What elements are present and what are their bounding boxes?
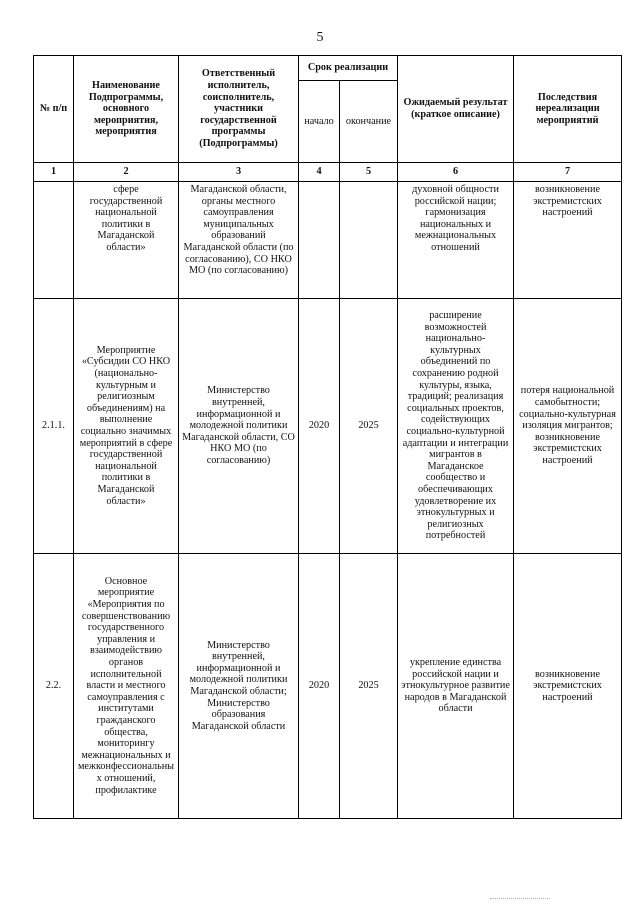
column-number: 6 [398,163,514,182]
row-consequences: потеря национальной самобытности; социально-культурная изоляция мигрантов; возникновение экстремистских настроений [514,299,622,554]
row-responsible: Магаданской области, органы местного самоуправления муниципальных образований Магаданской области (по согласованию), СО НКО МО (по согласованию) [179,182,299,299]
column-number: 1 [34,163,74,182]
row-end: 2025 [340,554,398,819]
row-name: Мероприятие «Субсидии СО НКО (национально-культурным и религиозным объединениям) на выполнение социально значимых мероприятий в сфере государственной национальной политики в Магаданской области» [74,299,179,554]
header-result: Ожидаемый результат (краткое описание) [398,56,514,163]
column-number-row [34,163,622,182]
row-num: 2.1.1. [34,299,74,554]
column-number: 2 [74,163,179,182]
row-result: духовной общности российской нации; гармонизация национальных и межнациональных отношений [398,182,514,299]
header-consequences: Последствия нереализации мероприятий [514,56,622,163]
row-start: 2020 [299,299,340,554]
program-table [33,55,622,819]
row-name: сфере государственной национальной политики в Магаданской области» [74,182,179,299]
page-number: 5 [316,30,324,45]
header-start: начало [299,81,340,163]
row-result: укрепление единства российской нации и этнокультурное развитие народов в Магаданской области [398,554,514,819]
row-num: 2.2. [34,554,74,819]
row-start: 2020 [299,554,340,819]
row-name: Основное мероприятие «Мероприятия по совершенствованию государственного управления и взаимодействию органов исполнительной власти и местного самоуправления с институтами гражданского общества, мониторингу межнациональных и межконфессиональных отношений, профилактике [74,554,179,819]
column-number: 3 [179,163,299,182]
row-num [34,182,74,299]
row-result: расширение возможностей национально-культурных объединений по сохранению родной культуры, языка, традиций; реализация социальных проектов, содействующих социально-культурной адаптации и интеграции мигрантов в Магаданское сообщество и обеспечивающих удовлетворение их этнокультурных и религиозных потребностей [398,299,514,554]
column-number: 4 [299,163,340,182]
header-end: окончание [340,81,398,163]
header-term: Срок реализации [299,56,398,81]
row-end [340,182,398,299]
row-end: 2025 [340,299,398,554]
row-consequences: возникновение экстремистских настроений [514,554,622,819]
column-number: 5 [340,163,398,182]
header-responsible: Ответственный исполнитель, соисполнитель, участники государственной программы (Подпрограммы) [179,56,299,163]
row-responsible: Министерство внутренней, информационной и молодежной политики Магаданской области; Министерство образования Магаданской области [179,554,299,819]
table-row [34,299,622,554]
header-num: № п/п [34,56,74,163]
header-row [34,56,622,81]
header-name: Наименование Подпрограммы, основного мероприятия, мероприятия [74,56,179,163]
row-responsible: Министерство внутренней, информационной и молодежной политики Магаданской области, СО НКО МО (по согласованию) [179,299,299,554]
table-row [34,554,622,819]
table-row [34,182,622,299]
row-start [299,182,340,299]
scan-artifact [490,898,550,902]
row-consequences: возникновение экстремистских настроений [514,182,622,299]
column-number: 7 [514,163,622,182]
